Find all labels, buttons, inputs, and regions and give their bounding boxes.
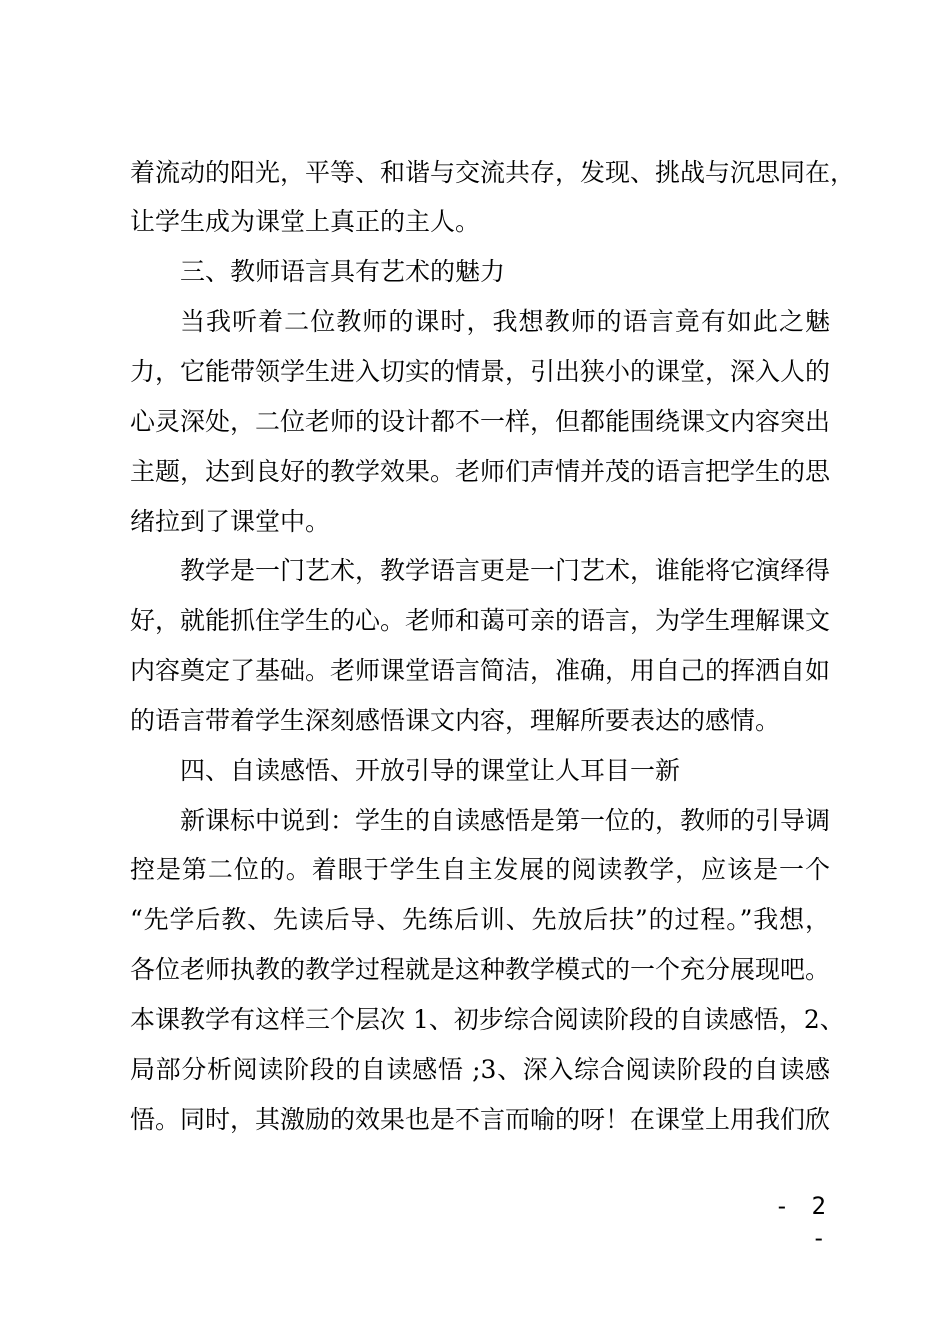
text-line: 心灵深处，二位老师的设计都不一样，但都能围绕课文内容突出 bbox=[130, 407, 831, 436]
text-line: 力，它能带领学生进入切实的情景，引出狭小的课堂，深入人的 bbox=[130, 357, 831, 386]
text-line: 着流动的阳光，平等、和谐与交流共存，发现、挑战与沉思同在， bbox=[130, 158, 856, 187]
text-line: “先学后教、先读后导、先练后训、先放后扶”的过程。”我想， bbox=[130, 905, 830, 934]
text-line: 内容奠定了基础。老师课堂语言简洁，准确，用自己的挥洒自如 bbox=[130, 656, 831, 685]
text-line: 新课标中说到：学生的自读感悟是第一位的，教师的引导调 bbox=[180, 806, 831, 835]
text-line: 各位老师执教的教学过程就是这种教学模式的一个充分展现吧。 bbox=[130, 955, 831, 984]
text-line: 当我听着二位教师的课时，我想教师的语言竟有如此之魅 bbox=[180, 307, 830, 336]
text-line: 主题，达到良好的教学效果。老师们声情并茂的语言把学生的思 bbox=[130, 457, 831, 486]
text-line: 好，就能抓住学生的心。老师和蔼可亲的语言，为学生理解课文 bbox=[130, 606, 831, 635]
section-heading: 三、教师语言具有艺术的魅力 bbox=[180, 257, 506, 286]
page-number: - 2 - bbox=[774, 1192, 830, 1252]
text-line: 的语言带着学生深刻感悟课文内容，理解所要表达的感情。 bbox=[130, 706, 781, 735]
section-heading: 四、自读感悟、开放引导的课堂让人耳目一新 bbox=[180, 756, 681, 785]
text-line: 悟。同时，其激励的效果也是不言而喻的呀！在课堂上用我们欣 bbox=[130, 1105, 831, 1134]
text-line: 局部分析阅读阶段的自读感悟 ;3、深入综合阅读阶段的自读感 bbox=[130, 1055, 830, 1084]
text-line: 教学是一门艺术，教学语言更是一门艺术，谁能将它演绎得 bbox=[180, 556, 831, 585]
text-line: 本课教学有这样三个层次 1、初步综合阅读阶段的自读感悟，2、 bbox=[130, 1005, 845, 1034]
text-line: 绪拉到了课堂中。 bbox=[130, 507, 331, 536]
text-line: 让学生成为课堂上真正的主人。 bbox=[130, 207, 481, 236]
text-line: 控是第二位的。着眼于学生自主发展的阅读教学，应该是一个 bbox=[130, 855, 830, 884]
